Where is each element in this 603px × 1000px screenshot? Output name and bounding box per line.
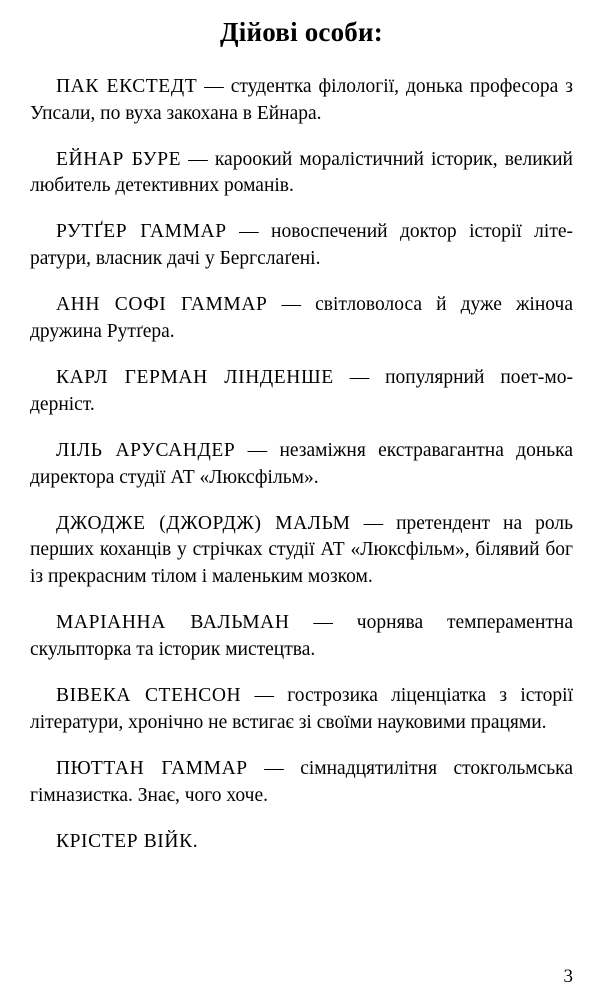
list-item bbox=[30, 219, 573, 273]
page-number: 3 bbox=[563, 966, 573, 987]
character-description: гострозика ліценціатка з історії літератури, хронічно не встигає зі своїми науковими працями. bbox=[30, 685, 573, 733]
character-name: КРІСТЕР ВІЙК bbox=[56, 830, 193, 852]
name-dash: — bbox=[350, 512, 397, 534]
character-description: кароокий моралістичний історик, великий любитель детективних романів. bbox=[30, 148, 573, 197]
character-name: ПАК ЕКСТЕДТ bbox=[56, 75, 198, 97]
character-name: ЕЙНАР БУРЕ bbox=[56, 148, 182, 170]
character-name: РУТҐЕР ГАММАР bbox=[56, 221, 227, 243]
name-dash: — bbox=[289, 612, 357, 634]
character-name: ДЖОДЖЕ (ДЖОРДЖ) МАЛЬМ bbox=[56, 512, 351, 534]
name-dash: — bbox=[333, 366, 386, 388]
name-dash: — bbox=[247, 757, 301, 779]
list-item bbox=[30, 683, 573, 737]
character-description: . bbox=[192, 830, 198, 852]
list-item bbox=[30, 365, 573, 419]
character-name: КАРЛ ГЕРМАН ЛІНДЕНШЕ bbox=[56, 366, 334, 388]
list-item bbox=[30, 829, 573, 856]
name-dash: — bbox=[241, 685, 288, 707]
list-item bbox=[30, 610, 573, 664]
character-name: ЛІЛЬ АРУСАНДЕР bbox=[56, 439, 236, 461]
list-item bbox=[30, 74, 573, 128]
character-list bbox=[30, 74, 573, 856]
list-item bbox=[30, 438, 573, 492]
character-description: студентка філології, донька професора з Упсали, по вуха закохана в Ейнара. bbox=[30, 75, 573, 124]
character-description: чорнява темпераментна скульпторка та історик мистецтва. bbox=[30, 612, 574, 661]
list-item bbox=[30, 292, 573, 346]
character-description: світловолоса й дуже жіноча дружина Рутґера. bbox=[30, 294, 573, 343]
name-dash: — bbox=[235, 439, 280, 461]
character-description: популярний поет-модерніст. bbox=[30, 366, 574, 415]
name-dash: — bbox=[197, 75, 231, 97]
character-description: сімнадцятилітня стокгольмська гімназистка. Знає, чого хоче. bbox=[30, 757, 574, 806]
character-description: новоспечений доктор історії літератури, власник дачі у Бергслаґені. bbox=[30, 221, 574, 270]
character-name: АНН СОФІ ГАММАР bbox=[56, 294, 268, 316]
name-dash: — bbox=[267, 294, 316, 316]
character-name: ПЮТТАН ГАММАР bbox=[56, 757, 248, 779]
list-item bbox=[30, 756, 573, 810]
character-description: незаміжня екстравагантна донька директора студії АТ «Люксфільм». bbox=[30, 439, 573, 488]
character-description: претендент на роль перших коханців у стрічках студії АТ «Люксфільм», білявий бог із прекрасним тілом і маленьким мозком. bbox=[30, 512, 573, 588]
page-title: Дійові особи: bbox=[220, 17, 383, 47]
list-item bbox=[30, 147, 573, 201]
character-name: ВІВЕКА СТЕНСОН bbox=[56, 685, 242, 707]
list-item bbox=[30, 511, 573, 592]
name-dash: — bbox=[181, 148, 215, 170]
character-name: МАРІАННА ВАЛЬМАН bbox=[56, 612, 290, 634]
name-dash: — bbox=[226, 221, 272, 243]
